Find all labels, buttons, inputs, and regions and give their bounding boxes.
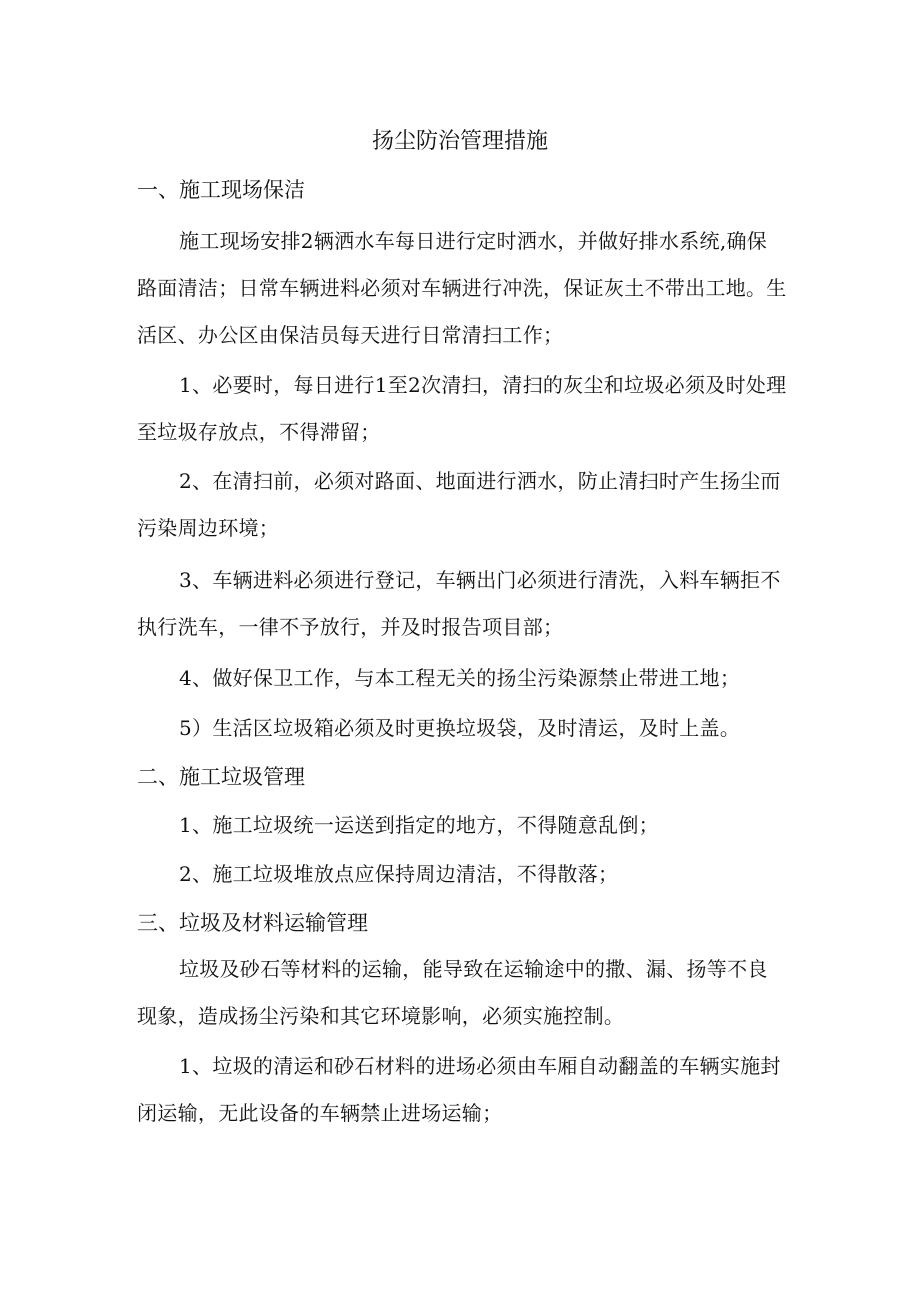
paragraph: 4、做好保卫工作，与本工程无关的扬尘污染源禁止带进工地； [179, 666, 741, 690]
paragraph: 1、垃圾的清运和砂石材料的进场必须由车厢自动翻盖的车辆实施封闭运输，无此设备的车辆禁止进场运输； [137, 1054, 781, 1125]
section-heading-2: 二、施工垃圾管理 [137, 765, 305, 789]
paragraph: 垃圾及砂石等材料的运输，能导致在运输途中的撒、漏、扬等不良现象，造成扬尘污染和其它环境影响，必须实施控制。 [137, 957, 768, 1028]
paragraph: 3、车辆进料必须进行登记，车辆出门必须进行清洗，入料车辆拒不执行洗车，一律不予放行，并及时报告项目部； [137, 568, 781, 639]
paragraph: 施工现场安排2辆洒水车每日进行定时洒水，并做好排水系统,确保路面清洁；日常车辆进料必须对车辆进行冲洗，保证灰土不带出工地。生活区、办公区由保洁员每天进行日常清扫工作； [137, 229, 787, 347]
paragraph: 1、必要时，每日进行1至2次清扫，清扫的灰尘和垃圾必须及时处理至垃圾存放点，不得滞留； [137, 373, 787, 444]
paragraph: 2、在清扫前，必须对路面、地面进行洒水，防止清扫时产生扬尘而污染周边环境； [137, 469, 781, 540]
paragraph: 1、施工垃圾统一运送到指定的地方，不得随意乱倒； [179, 813, 659, 837]
paragraph: 5）生活区垃圾箱必须及时更换垃圾袋，及时清运，及时上盖。 [179, 716, 741, 740]
paragraph: 2、施工垃圾堆放点应保持周边清洁，不得散落； [179, 862, 619, 886]
section-heading-1: 一、施工现场保洁 [137, 178, 305, 202]
section-heading-3: 三、垃圾及材料运输管理 [137, 911, 368, 935]
document-title: 扬尘防治管理措施 [371, 129, 548, 154]
